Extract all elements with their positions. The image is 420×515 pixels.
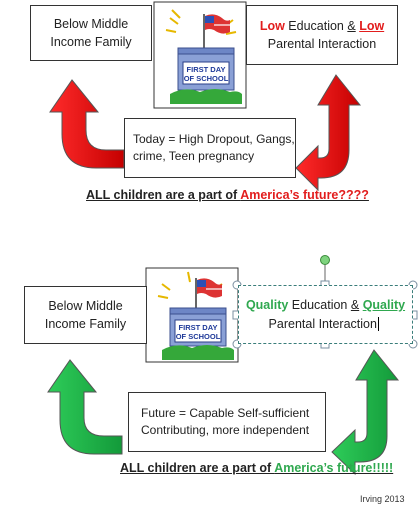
bottom-right-line2: [246, 315, 405, 333]
credit-text: Irving 2013: [360, 494, 405, 504]
top-center-line2: crime, Teen pregnancy: [133, 149, 255, 163]
top-right-line2: Parental Interaction: [267, 37, 377, 51]
ampersand: &: [350, 298, 360, 313]
bottom-left-box: [24, 286, 147, 344]
sign-text-bottom-2: OF SCHOOL: [175, 332, 221, 341]
bottom-tagline-text: ALL children are a part of: [120, 461, 275, 475]
top-right-line1: [260, 17, 384, 35]
bottom-tagline-highlight: America’s future!!!!!: [274, 461, 394, 475]
top-left-box: [30, 5, 152, 61]
bottom-right-box[interactable]: [238, 285, 413, 344]
bottom-tagline: [120, 461, 393, 475]
bottom-left-line1: Below Middle: [48, 298, 123, 313]
top-right-box: [246, 5, 398, 65]
bottom-center-line2: Contributing, more independent: [141, 423, 310, 437]
bottom-right-line2-text: Parental Interaction: [268, 316, 377, 331]
red-arrow-left: [50, 80, 124, 168]
red-arrow-right: [296, 75, 360, 190]
top-tagline-highlight: America’s future????: [240, 188, 369, 202]
green-arrow-left: [48, 360, 122, 454]
quality-word-2: Quality: [362, 298, 406, 313]
rotate-handle[interactable]: [321, 256, 330, 265]
top-left-line2: Income Family: [50, 35, 132, 49]
top-tagline: [86, 188, 369, 202]
ampersand: &: [347, 18, 356, 33]
bottom-center-line1: Future = Capable Self-sufficient: [141, 405, 310, 420]
text-cursor: [378, 317, 382, 331]
top-center-box: [124, 118, 296, 178]
low-word-2: Low: [359, 18, 385, 33]
education-word: Education: [288, 298, 351, 313]
bottom-left-line2: Income Family: [44, 317, 127, 331]
green-arrow-right: [332, 350, 398, 474]
sign-text-top-1: FIRST DAY: [186, 65, 226, 74]
top-left-line1: Below Middle: [53, 16, 129, 31]
sign-text-bottom-1: FIRST DAY: [178, 323, 218, 332]
bottom-right-line1: [246, 296, 405, 314]
top-center-line1: Today = High Dropout, Gangs,: [133, 131, 295, 146]
top-tagline-text: ALL children are a part of: [86, 188, 241, 202]
bottom-center-box: [128, 392, 326, 452]
quality-word-1: Quality: [245, 298, 289, 313]
low-word-1: Low: [259, 18, 285, 33]
sign-text-top-2: OF SCHOOL: [183, 74, 229, 83]
education-word: Education: [284, 18, 348, 33]
